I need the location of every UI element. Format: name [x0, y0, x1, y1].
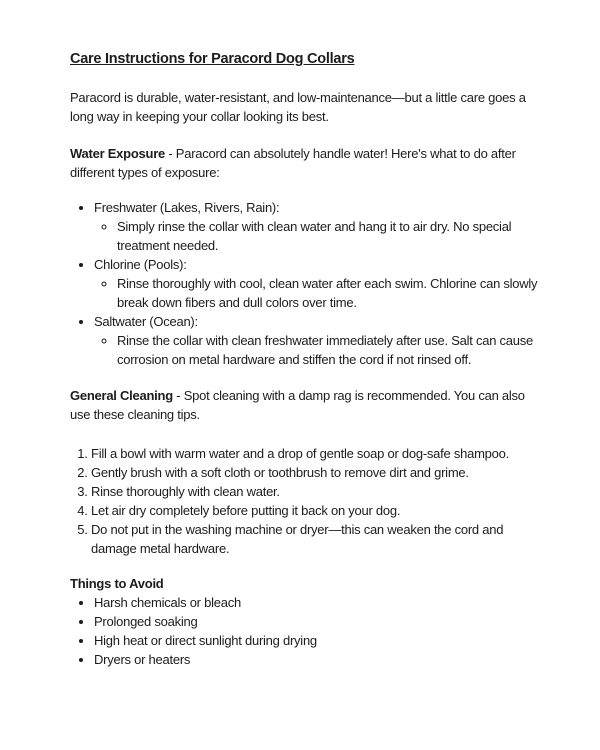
list-item-detail: ◦ Rinse thoroughly with cool, clean water after each swim. Chlorine can slowly break down fibers and dull colors over time. [117, 274, 542, 312]
step-item: 3. Rinse thoroughly with clean water. [91, 482, 542, 501]
list-item-saltwater [94, 312, 542, 369]
avoid-item: • High heat or direct sunlight during drying [94, 631, 542, 650]
general-cleaning-paragraph [70, 386, 542, 424]
things-to-avoid-list [70, 593, 542, 669]
water-exposure-label: Water Exposure [70, 146, 165, 161]
water-exposure-text: - Paracord can absolutely handle water! Here's what to do after different types of exposure: [70, 146, 516, 180]
list-item-detail: ◦ Rinse the collar with clean freshwater immediately after use. Salt can cause corrosion on metal hardware and stiffen the cord if not rinsed off. [117, 331, 542, 369]
water-exposure-paragraph [70, 144, 542, 182]
general-cleaning-text: - Spot cleaning with a damp rag is recommended. You can also use these cleaning tips. [70, 388, 525, 422]
things-to-avoid-heading: Things to Avoid [70, 576, 164, 591]
avoid-item: • Dryers or heaters [94, 650, 542, 669]
list-item-detail: ◦ Simply rinse the collar with clean water and hang it to air dry. No special treatment needed. [117, 217, 542, 255]
saltwater-sublist [94, 331, 542, 369]
water-exposure-list [70, 198, 542, 369]
cleaning-steps-list [70, 444, 542, 558]
intro-paragraph: Paracord is durable, water-resistant, and low-maintenance—but a little care goes a long way in keeping your collar looking its best. [70, 90, 526, 124]
list-item-label: Chlorine (Pools): [94, 257, 187, 272]
avoid-item: • Prolonged soaking [94, 612, 542, 631]
list-item-label: Saltwater (Ocean): [94, 314, 198, 329]
general-cleaning-label: General Cleaning [70, 388, 173, 403]
document-title: Care Instructions for Paracord Dog Collars [70, 51, 355, 67]
list-item-chlorine [94, 255, 542, 312]
step-item: 4. Let air dry completely before putting it back on your dog. [91, 501, 542, 520]
avoid-item: • Harsh chemicals or bleach [94, 593, 542, 612]
step-item: 5. Do not put in the washing machine or dryer—this can weaken the cord and damage metal hardware. [91, 520, 542, 558]
step-item: 2. Gently brush with a soft cloth or toothbrush to remove dirt and grime. [91, 463, 542, 482]
step-item: 1. Fill a bowl with warm water and a drop of gentle soap or dog-safe shampoo. [91, 444, 542, 463]
list-item-freshwater [94, 198, 542, 255]
freshwater-sublist [94, 217, 542, 255]
chlorine-sublist [94, 274, 542, 312]
list-item-label: Freshwater (Lakes, Rivers, Rain): [94, 200, 280, 215]
